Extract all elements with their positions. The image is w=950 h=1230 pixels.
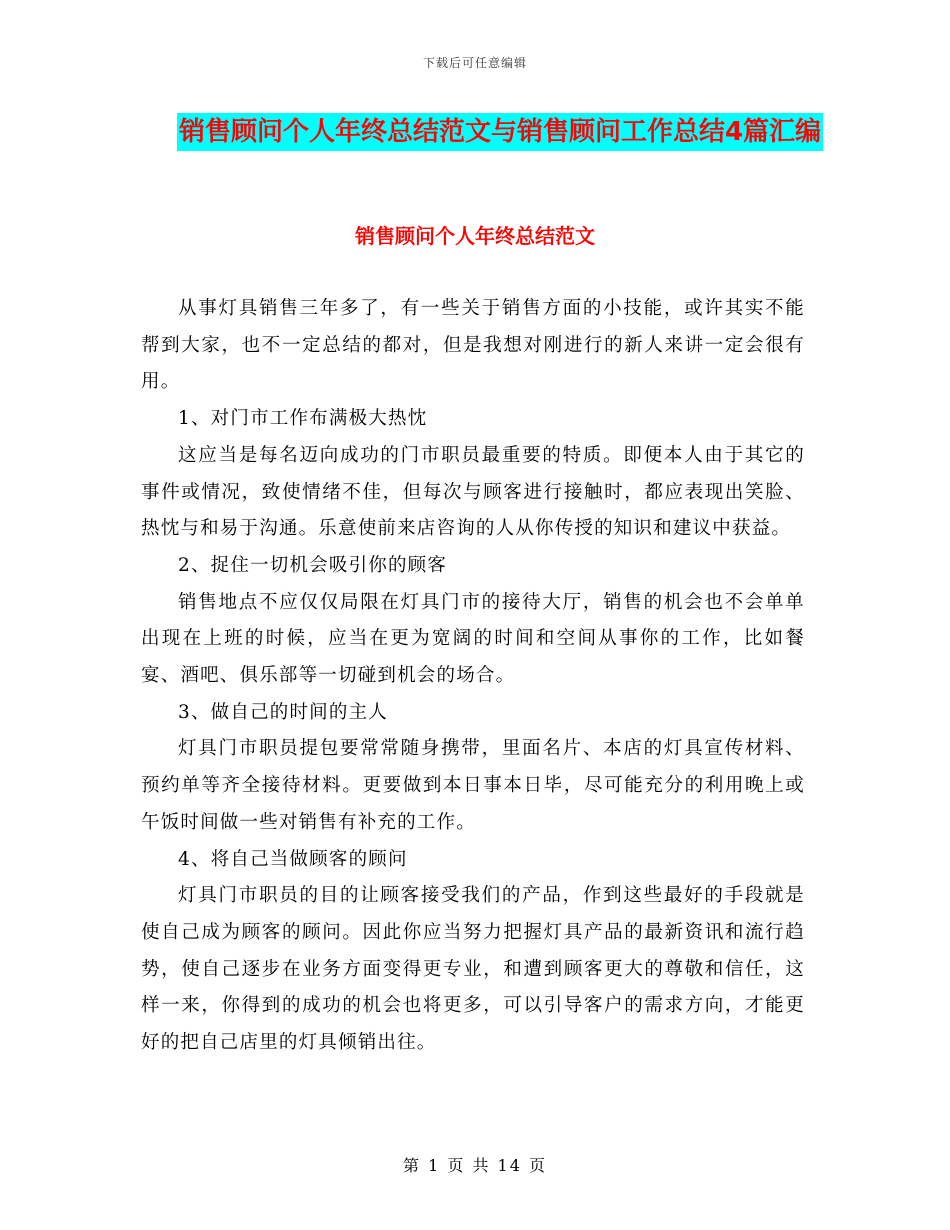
paragraph: 从事灯具销售三年多了，有一些关于销售方面的小技能，或许其实不能帮到大家，也不一定总结的都对，但是我想对刚进行的新人来讲一定会很有用。 bbox=[141, 298, 805, 393]
paragraph: 销售地点不应仅仅局限在灯具门市的接待大厅，销售的机会也不会单单出现在上班的时候，应当在更为宽阔的时间和空间从事你的工作，比如餐宴、酒吧、俱乐部等一切碰到机会的场合。 bbox=[141, 591, 805, 687]
document-title-text: 销售顾问个人年终总结范文与销售顾问工作总结4篇汇编 bbox=[177, 113, 823, 151]
paragraph: 灯具门市职员的目的让顾客接受我们的产品，作到这些最好的手段就是使自己成为顾客的顾问。因此你应当努力把握灯具产品的最新资讯和流行趋势，使自己逐步在业务方面变得更专业，和遭到顾客更大的尊敬和信任，这样一来，你得到的成功的机会也将更多，可以引导客户的需求方向，才能更好的把自己店里的灯具倾销出往。 bbox=[141, 885, 805, 1054]
document-title bbox=[140, 106, 860, 158]
paragraph: 这应当是每名迈向成功的门市职员最重要的特质。即便本人由于其它的事件或情况，致使情绪不佳，但每次与顾客进行接触时，都应表现出笑脸、热忱与和易于沟通。乐意使前来店咨询的人从你传授的知识和建议中获益。 bbox=[141, 444, 805, 540]
paragraph-heading: 4、将自己当做顾客的顾问 bbox=[178, 848, 408, 870]
document-body bbox=[141, 291, 805, 1062]
paragraph-heading: 1、对门市工作布满极大热忱 bbox=[178, 408, 428, 430]
page-number: 第 1 页 共 14 页 bbox=[403, 1156, 547, 1175]
paragraph-heading: 3、做自己的时间的主人 bbox=[178, 701, 388, 723]
paragraph: 灯具门市职员提包要常常随身携带，里面名片、本店的灯具宣传材料、预约单等齐全接待材料。更要做到本日事本日毕，尽可能充分的利用晚上或午饭时间做一些对销售有补充的工作。 bbox=[141, 738, 805, 833]
header-note: 下载后可任意编辑 bbox=[422, 56, 527, 70]
paragraph-heading: 2、捉住一切机会吸引你的顾客 bbox=[178, 554, 448, 576]
section-title: 销售顾问个人年终总结范文 bbox=[355, 224, 595, 248]
